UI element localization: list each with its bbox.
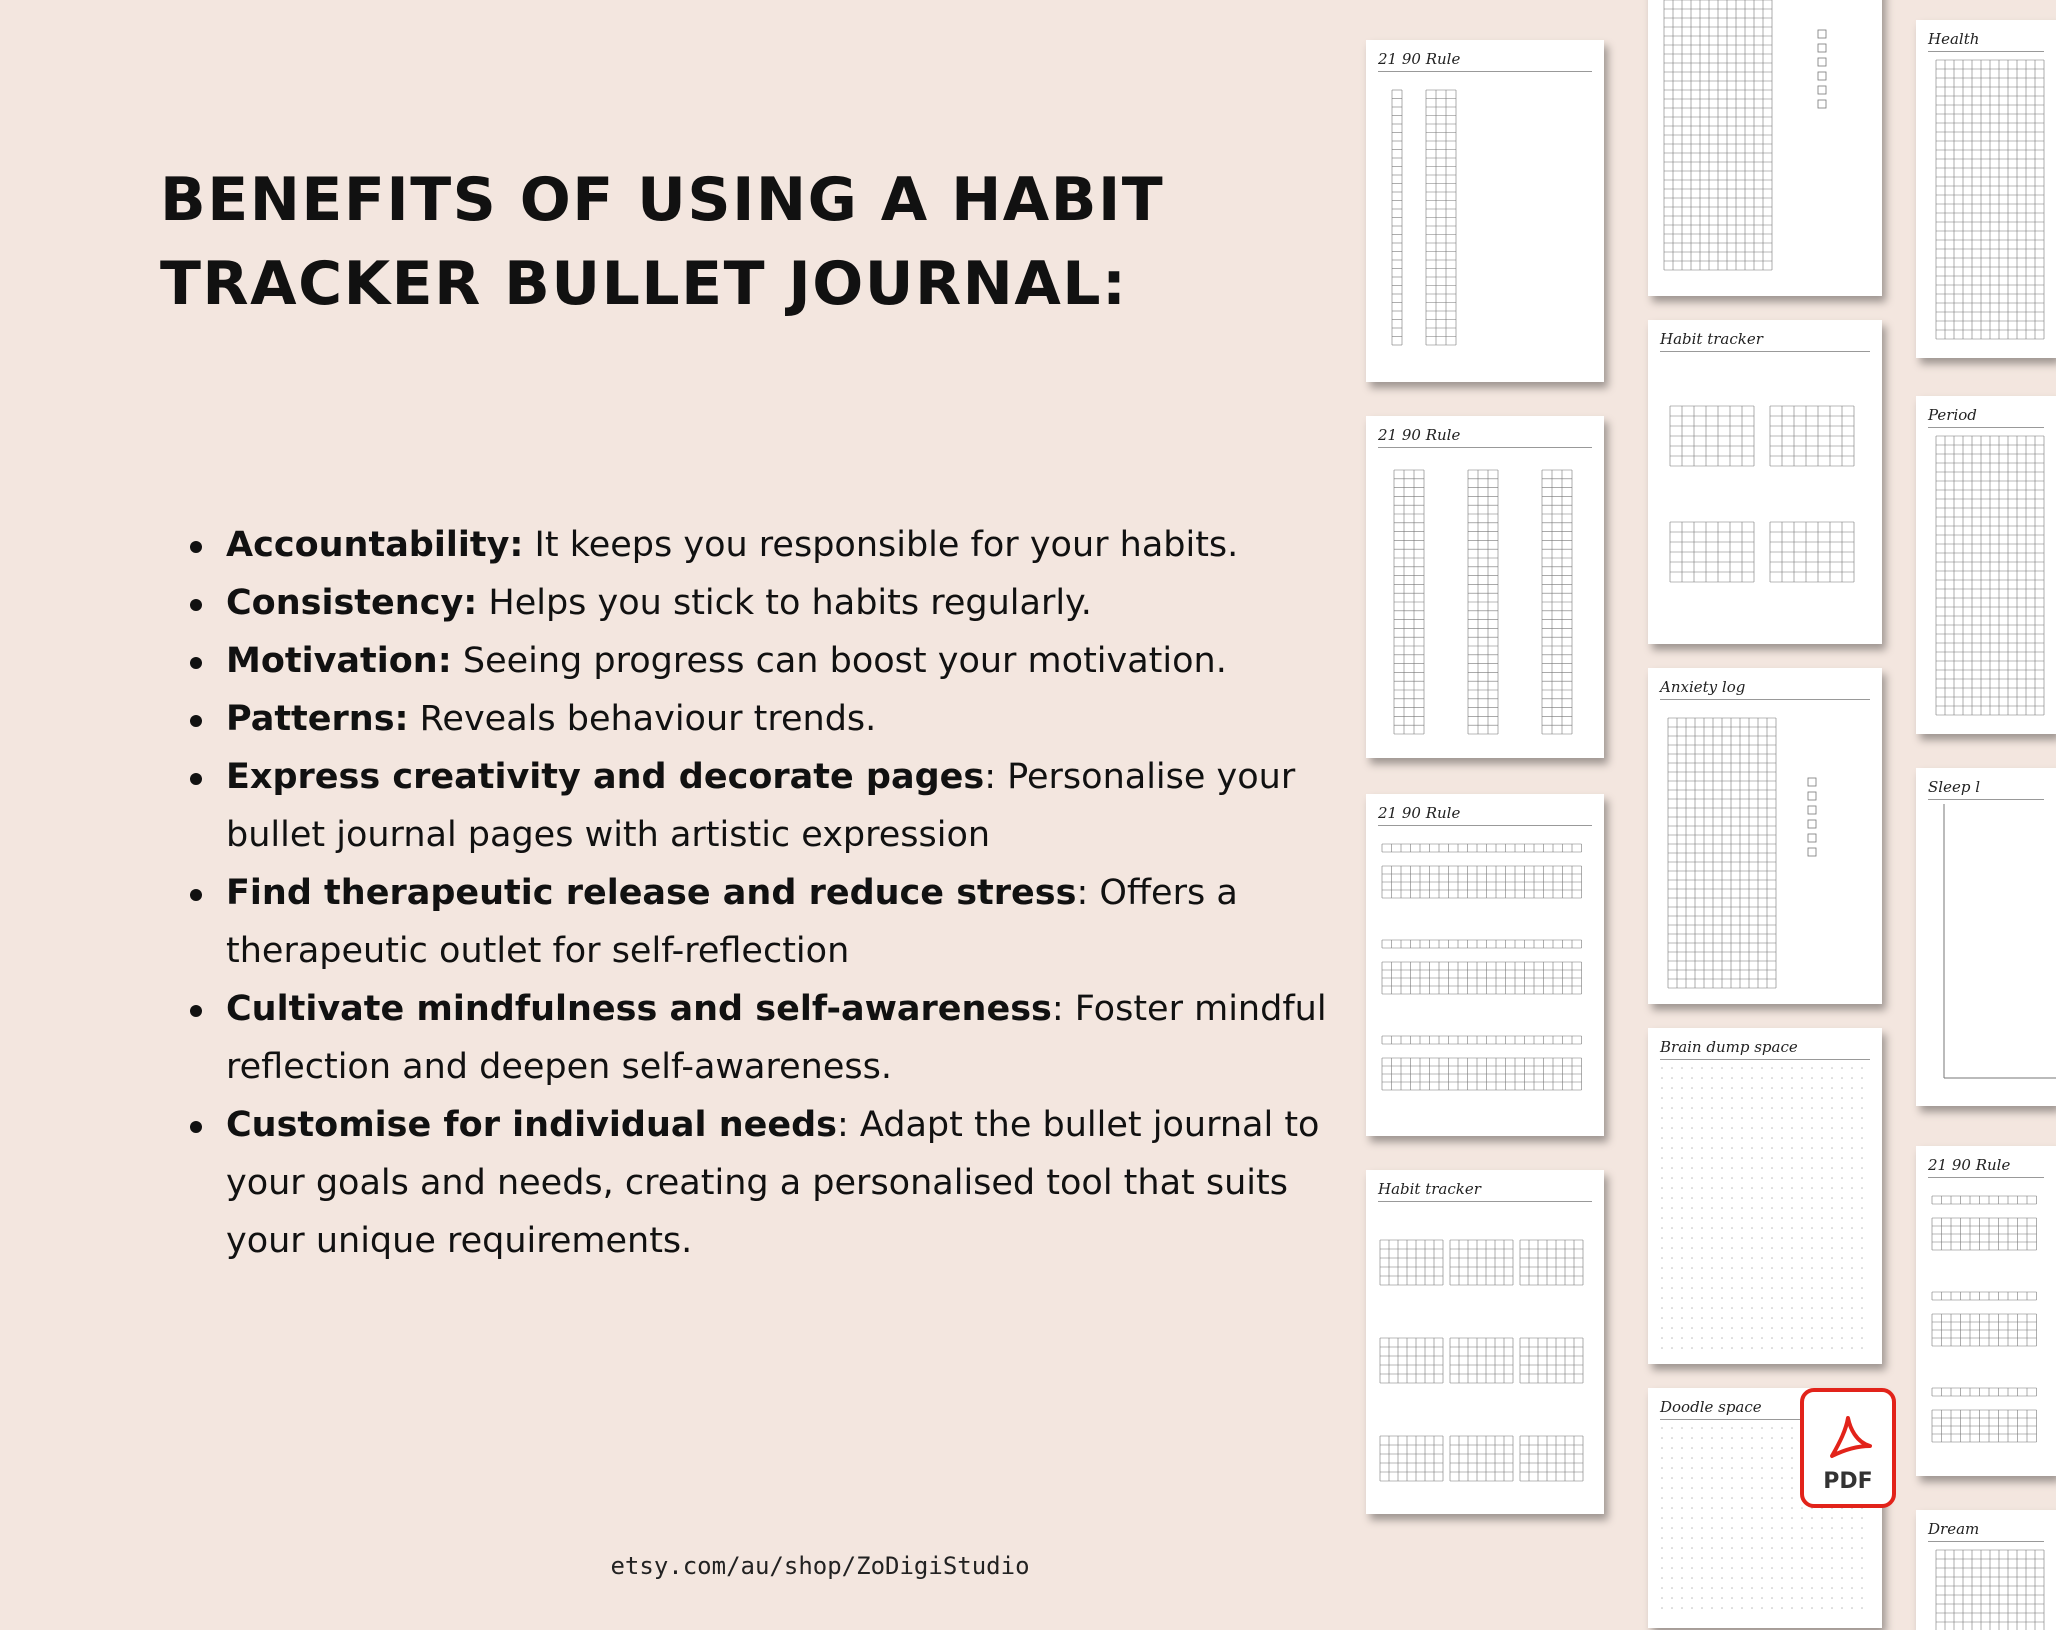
preview-grid-graphic <box>1648 0 1882 296</box>
preview-grid-graphic <box>1916 1146 2056 1476</box>
preview-title: 21 90 Rule <box>1378 50 1592 72</box>
benefit-text: Helps you stick to habits regularly. <box>477 583 1092 623</box>
benefit-term: Cultivate mindfulness and self-awareness <box>226 989 1052 1029</box>
preview-brain-dump <box>1648 1028 1882 1364</box>
preview-title: Anxiety log <box>1660 678 1870 700</box>
pdf-badge <box>1800 1388 1896 1508</box>
acrobat-icon <box>1826 1412 1874 1464</box>
preview-grid-graphic <box>1916 768 2056 1106</box>
preview-grid-graphic <box>1648 668 1882 1004</box>
benefit-term: Accountability: <box>226 525 524 565</box>
preview-title: 21 90 Rule <box>1928 1156 2044 1178</box>
benefit-patterns <box>190 690 1340 748</box>
preview-title: Sleep l <box>1928 778 2044 800</box>
preview-21-90-rule-partial <box>1916 1146 2056 1476</box>
benefit-motivation <box>190 632 1340 690</box>
preview-title: Habit tracker <box>1378 1180 1592 1202</box>
benefit-therapeutic <box>190 864 1340 980</box>
journal-page-previews <box>1350 0 2011 1600</box>
benefit-text: : Offers a therapeutic outlet for self-reflection <box>226 873 1238 971</box>
preview-grid-graphic <box>1366 794 1604 1136</box>
benefit-term: Patterns: <box>226 699 409 739</box>
preview-title: Period <box>1928 406 2044 428</box>
preview-grid-graphic <box>1916 396 2056 734</box>
benefit-term: Find therapeutic release and reduce stress <box>226 873 1077 913</box>
preview-title: Doodle space <box>1660 1398 1870 1420</box>
preview-title: 21 90 Rule <box>1378 426 1592 448</box>
preview-grid-graphic <box>1648 320 1882 644</box>
benefit-text: Seeing progress can boost your motivation. <box>451 641 1227 681</box>
benefit-text: It keeps you responsible for your habits. <box>523 525 1239 565</box>
preview-grid-graphic <box>1366 416 1604 758</box>
benefit-customise <box>190 1096 1340 1270</box>
benefits-list <box>190 516 1340 1270</box>
heading-line-1: BENEFITS OF USING A HABIT <box>160 165 1165 235</box>
preview-title: 21 90 Rule <box>1378 804 1592 826</box>
preview-grid-graphic <box>1648 1028 1882 1364</box>
page-heading <box>160 158 1360 326</box>
preview-grid-graphic <box>1916 20 2056 358</box>
preview-sleep <box>1916 768 2056 1106</box>
benefit-text: : Adapt the bullet journal to your goals and needs, creating a personalised tool that suits your unique requirements. <box>226 1105 1320 1261</box>
preview-title: Dream <box>1928 1520 2044 1542</box>
shop-url[interactable]: etsy.com/au/shop/ZoDigiStudio <box>610 1552 1030 1580</box>
preview-title: Health <box>1928 30 2044 52</box>
benefit-consistency <box>190 574 1340 632</box>
benefit-term: Consistency: <box>226 583 478 623</box>
preview-dream <box>1916 1510 2056 1630</box>
heading-line-2: TRACKER BULLET JOURNAL: <box>160 249 1128 319</box>
preview-tracker-key <box>1648 0 1882 296</box>
preview-title: Brain dump space <box>1660 1038 1870 1060</box>
preview-period <box>1916 396 2056 734</box>
preview-grid-graphic <box>1366 1170 1604 1514</box>
preview-21-90-rule-single <box>1366 40 1604 382</box>
preview-habit-tracker-four <box>1648 320 1882 644</box>
preview-21-90-rule-rows <box>1366 794 1604 1136</box>
benefit-mindfulness <box>190 980 1340 1096</box>
benefit-text: : Personalise your bullet journal pages with artistic expression <box>226 757 1296 855</box>
benefit-text: : Foster mindful reflection and deepen self-awareness. <box>226 989 1327 1087</box>
pdf-label: PDF <box>1823 1469 1873 1494</box>
benefit-term: Customise for individual needs <box>226 1105 837 1145</box>
preview-grid-graphic <box>1366 40 1604 382</box>
benefit-accountability <box>190 516 1340 574</box>
preview-title: Habit tracker <box>1660 330 1870 352</box>
preview-habit-tracker-nine <box>1366 1170 1604 1514</box>
preview-anxiety-log <box>1648 668 1882 1004</box>
benefit-term: Express creativity and decorate pages <box>226 757 985 797</box>
benefit-text: Reveals behaviour trends. <box>408 699 877 739</box>
benefit-creativity <box>190 748 1340 864</box>
benefit-term: Motivation: <box>226 641 452 681</box>
preview-health <box>1916 20 2056 358</box>
preview-21-90-rule-triple <box>1366 416 1604 758</box>
